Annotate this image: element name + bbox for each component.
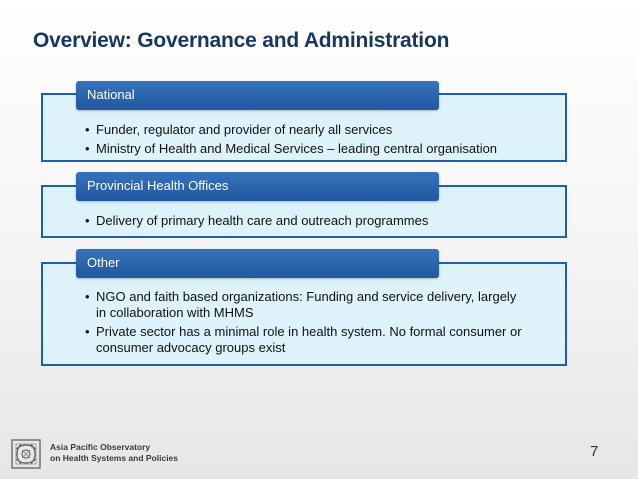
slide-title: Overview: Governance and Administration [33,29,450,52]
bullet-list [85,213,545,229]
section-label-other: Other [76,249,439,278]
list-item: • NGO and faith based organizations: Funding and service delivery, largely in collaboration with MHMS [85,289,525,321]
section-label-national: National [76,81,439,110]
list-item: • Private sector has a minimal role in health system. No formal consumer or consumer advocacy groups exist [85,324,525,356]
list-item: • Ministry of Health and Medical Services – leading central organisation [85,141,545,157]
section-label-provincial: Provincial Health Offices [76,172,439,201]
bullet-list [85,289,525,356]
list-item: • Funder, regulator and provider of nearly all services [85,122,545,138]
observatory-logo-icon [11,439,41,469]
bullet-list [85,122,545,157]
page-number: 7 [590,443,599,460]
footer-line-1: Asia Pacific Observatory [50,442,151,452]
list-item: • Delivery of primary health care and outreach programmes [85,213,545,229]
footer-line-2: on Health Systems and Policies [50,453,179,463]
footer-organization [50,442,178,464]
